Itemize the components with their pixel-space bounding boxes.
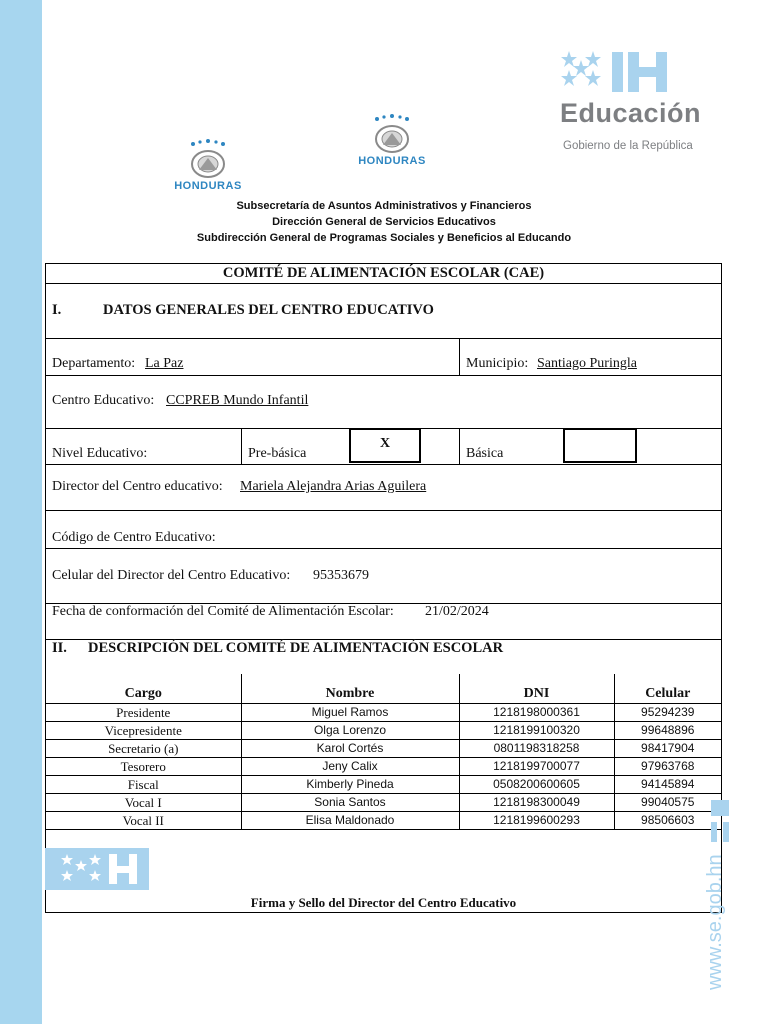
nombre-cell: Sonia Santos [241, 794, 459, 812]
header-celular: Celular [614, 674, 721, 704]
honduras-seal-icon [367, 113, 417, 155]
celular-cell: 99648896 [614, 722, 721, 740]
honduras-logo-left [158, 138, 258, 198]
cargo-cell: Vocal I [46, 794, 241, 812]
dni-cell: 1218199600293 [459, 812, 614, 830]
prebasica-checkbox[interactable] [349, 428, 421, 463]
cargo-cell: Presidente [46, 704, 241, 722]
celular-cell: 99040575 [614, 794, 721, 812]
table-row [46, 776, 721, 794]
cargo-cell: Fiscal [46, 776, 241, 794]
nivel-label: Nivel Educativo: [52, 446, 148, 461]
educacion-subtitle: Gobierno de la República [563, 140, 693, 152]
centro-label: Centro Educativo: [52, 393, 155, 408]
nombre-cell: Miguel Ramos [241, 704, 459, 722]
stars-h-badge [45, 848, 149, 890]
centro-value: CCPREB Mundo Infantil [166, 393, 309, 408]
dni-cell: 0801198318258 [459, 740, 614, 758]
celular-director-value: 95353679 [313, 568, 369, 583]
table-row [46, 794, 721, 812]
nombre-cell: Kimberly Pineda [241, 776, 459, 794]
header-nombre: Nombre [241, 674, 459, 704]
table-row [46, 740, 721, 758]
stars-h-icon [45, 848, 149, 890]
cargo-cell: Vocal II [46, 812, 241, 830]
cargo-cell: Secretario (a) [46, 740, 241, 758]
dni-cell: 1218199100320 [459, 722, 614, 740]
celular-cell: 94145894 [614, 776, 721, 794]
celular-cell: 98417904 [614, 740, 721, 758]
basica-label: Básica [466, 446, 504, 461]
director-value: Mariela Alejandra Arias Aguilera [240, 479, 427, 494]
section2-number: II. [52, 640, 67, 656]
table-row [46, 812, 721, 830]
left-decorative-sidebar [0, 0, 42, 1024]
educacion-title: Educación [560, 98, 702, 128]
cargo-cell: Tesorero [46, 758, 241, 776]
document-header [150, 198, 618, 246]
nombre-cell: Elisa Maldonado [241, 812, 459, 830]
section1-number: I. [52, 302, 62, 318]
celular-cell: 98506603 [614, 812, 721, 830]
website-text: www.se.gob.hn [704, 854, 726, 990]
nombre-cell: Karol Cortés [241, 740, 459, 758]
cargo-cell: Vicepresidente [46, 722, 241, 740]
departamento-label: Departamento: [52, 356, 136, 371]
table-row [46, 722, 721, 740]
table-header-row [46, 674, 721, 704]
fecha-value: 21/02/2024 [425, 604, 489, 619]
dni-cell: 0508200600605 [459, 776, 614, 794]
dni-cell: 1218198000361 [459, 704, 614, 722]
header-dni: DNI [459, 674, 614, 704]
departamento-value: La Paz [145, 356, 184, 371]
honduras-center-text: HONDURAS [358, 155, 426, 167]
prebasica-mark: X [379, 436, 391, 451]
fecha-label: Fecha de conformación del Comité de Alimentación Escolar: [52, 604, 394, 619]
prebasica-label: Pre-básica [248, 446, 307, 461]
header-line-3: Subdirección General de Programas Sociales y Beneficios al Educando [196, 232, 572, 244]
nombre-cell: Olga Lorenzo [241, 722, 459, 740]
basica-checkbox[interactable] [563, 428, 637, 463]
table-row [46, 758, 721, 776]
honduras-left-text: HONDURAS [174, 180, 242, 192]
signature-label: Firma y Sello del Director del Centro Educativo [250, 895, 517, 910]
nombre-cell: Jeny Calix [241, 758, 459, 776]
stars-h-icon [560, 48, 670, 98]
municipio-label: Municipio: [466, 356, 529, 371]
celular-cell: 97963768 [614, 758, 721, 776]
header-line-1: Subsecretaría de Asuntos Administrativos y Financieros [236, 200, 532, 212]
header-cargo: Cargo [46, 674, 241, 704]
honduras-seal-icon [183, 138, 233, 180]
dni-cell: 1218199700077 [459, 758, 614, 776]
table-row [46, 704, 721, 722]
municipio-value: Santiago Puringla [537, 356, 637, 371]
director-label: Director del Centro educativo: [52, 479, 223, 494]
form-title: COMITÉ DE ALIMENTACIÓN ESCOLAR (CAE) [222, 265, 545, 281]
celular-cell: 95294239 [614, 704, 721, 722]
educacion-logo [560, 48, 740, 158]
header-line-2: Dirección General de Servicios Educativos [272, 216, 496, 228]
celular-director-label: Celular del Director del Centro Educativo: [52, 568, 291, 583]
honduras-logo-center [342, 113, 442, 173]
codigo-label: Código de Centro Educativo: [52, 530, 216, 545]
committee-members-table [46, 674, 721, 830]
section2-title: DESCRIPCIÓN DEL COMITÉ DE ALIMENTACIÓN ESCOLAR [88, 640, 504, 656]
right-bars-decoration [711, 800, 729, 842]
cae-form [45, 263, 722, 913]
dni-cell: 1218198300049 [459, 794, 614, 812]
section1-title: DATOS GENERALES DEL CENTRO EDUCATIVO [103, 302, 434, 318]
